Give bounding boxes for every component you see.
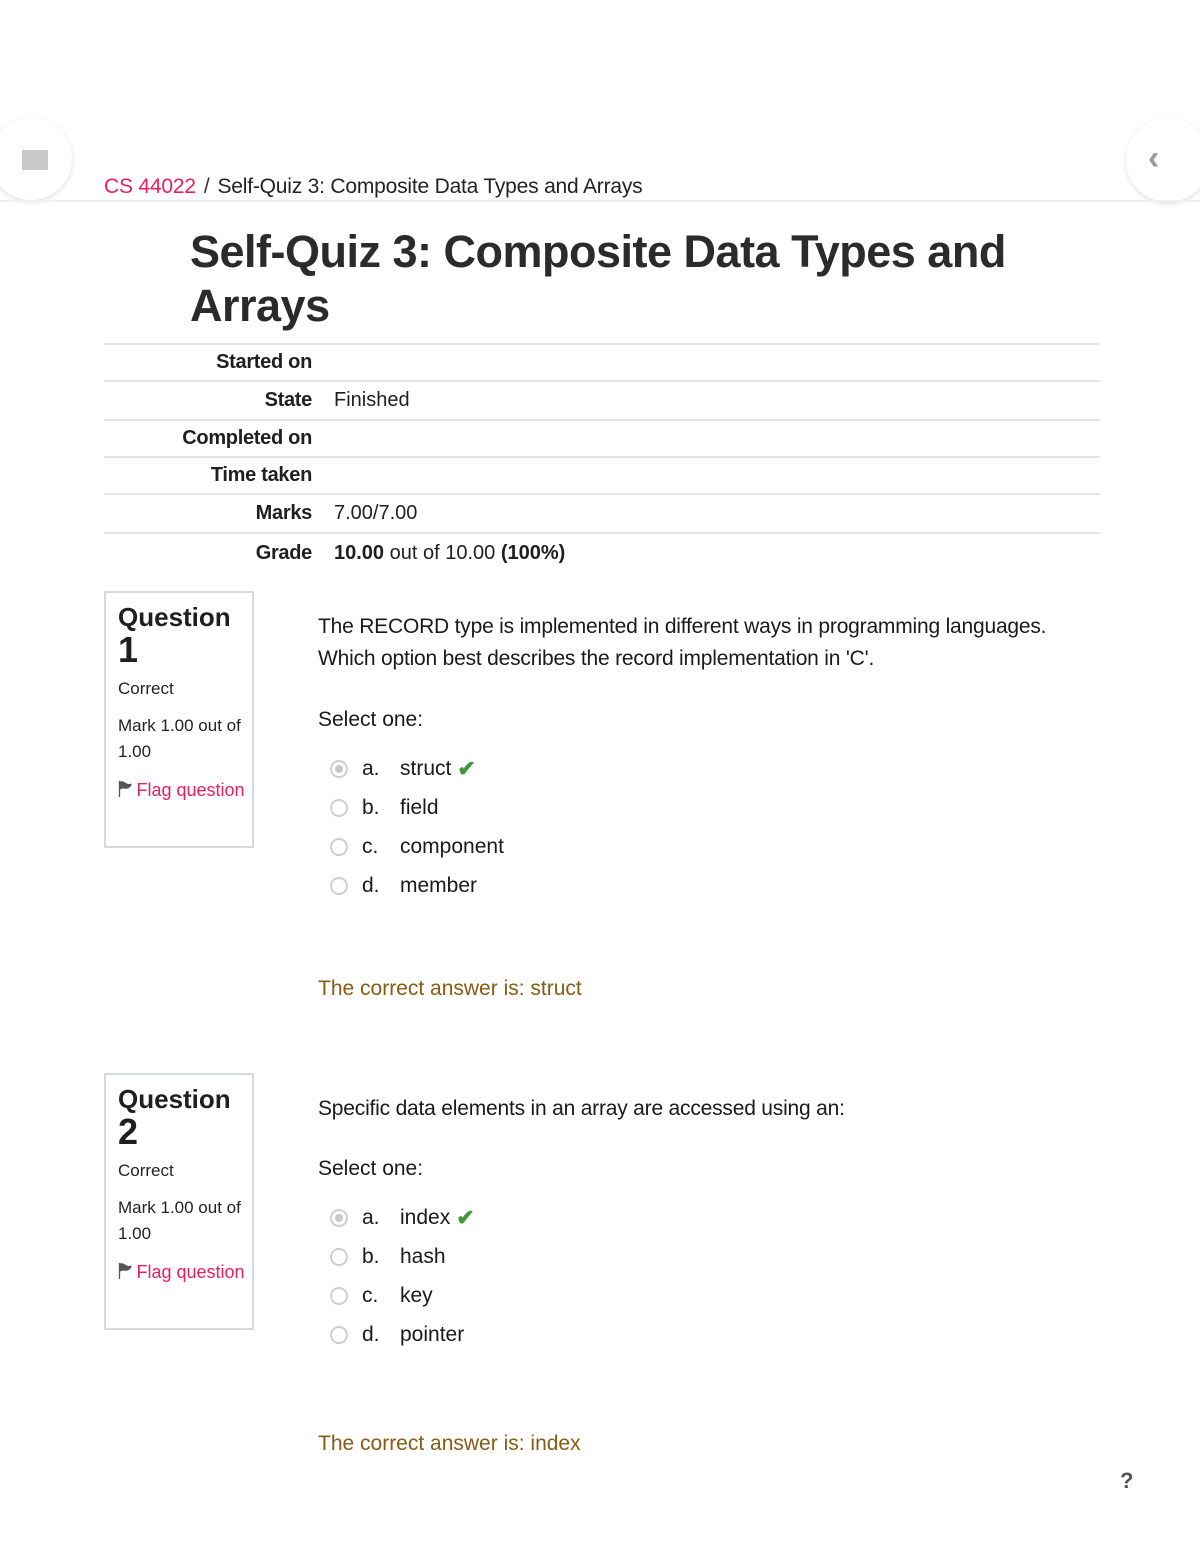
option-letter: b.	[362, 1244, 380, 1268]
radio-button[interactable]	[330, 877, 348, 895]
answer-option[interactable]	[330, 749, 504, 788]
nav-drawer-toggle[interactable]	[0, 118, 72, 200]
radio-button[interactable]	[330, 838, 348, 856]
answer-option[interactable]	[330, 1237, 475, 1276]
summary-row-completed	[104, 421, 1100, 458]
option-letter: c.	[362, 834, 379, 858]
answer-option[interactable]	[330, 1276, 475, 1315]
drawer-icon	[22, 150, 48, 170]
started-label: Started on	[216, 351, 312, 373]
marks-value: 7.00/7.00	[334, 502, 418, 524]
flag-question-label: Flag question	[136, 780, 245, 800]
question-number: 1	[118, 629, 139, 670]
summary-row-time	[104, 458, 1100, 495]
summary-row-state	[104, 382, 1100, 421]
flag-question-link[interactable]	[118, 1259, 252, 1285]
check-icon: ✔	[456, 1204, 475, 1230]
question-state: Correct	[118, 679, 174, 698]
flag-icon: 🏲	[118, 780, 133, 799]
question-1-answers	[330, 749, 504, 905]
grade-score: 10.00	[334, 541, 385, 564]
radio-button[interactable]	[330, 1326, 348, 1344]
summary-row-grade	[104, 534, 1100, 572]
breadcrumb-separator: /	[203, 175, 210, 198]
option-text: index	[400, 1205, 451, 1229]
flag-question-link[interactable]	[118, 777, 252, 803]
radio-button[interactable]	[330, 799, 348, 817]
summary-row-started	[104, 345, 1100, 382]
answer-option[interactable]	[330, 788, 504, 827]
marks-label: Marks	[255, 502, 312, 524]
answer-option[interactable]	[330, 866, 504, 905]
question-2-prompt: Select one:	[318, 1157, 424, 1180]
completed-label: Completed on	[182, 427, 312, 449]
state-value: Finished	[334, 389, 410, 411]
grade-percent: (100%)	[500, 541, 566, 564]
time-label: Time taken	[210, 464, 312, 486]
answer-option[interactable]	[330, 1198, 475, 1237]
summary-row-marks	[104, 495, 1100, 534]
flag-icon: 🏲	[118, 1262, 133, 1281]
question-number: 2	[118, 1111, 139, 1152]
check-icon: ✔	[457, 755, 476, 781]
grade-out-of: out of 10.00	[389, 541, 496, 564]
answer-option[interactable]	[330, 1315, 475, 1354]
answer-option[interactable]	[330, 827, 504, 866]
flag-question-label: Flag question	[136, 1262, 245, 1282]
question-1-text: The RECORD type is implemented in different ways in programming languages. Which option best describes the record implementation in 'C'.	[318, 615, 1047, 670]
option-text: hash	[400, 1244, 446, 1268]
option-text: pointer	[400, 1322, 465, 1346]
header-divider	[0, 200, 1200, 202]
radio-button-checked[interactable]	[330, 760, 348, 778]
breadcrumb	[104, 175, 642, 199]
question-1-right-answer: The correct answer is: struct	[318, 977, 582, 1000]
radio-button-checked[interactable]	[330, 1209, 348, 1227]
breadcrumb-current[interactable]: Self-Quiz 3: Composite Data Types and Arrays	[217, 175, 643, 198]
option-text: member	[400, 873, 478, 897]
question-2-answers	[330, 1198, 475, 1354]
radio-button[interactable]	[330, 1248, 348, 1266]
option-letter: b.	[362, 795, 380, 819]
grade-label: Grade	[255, 541, 312, 564]
question-1-prompt: Select one:	[318, 708, 424, 731]
state-label: State	[264, 389, 312, 411]
question-1-info	[104, 591, 254, 848]
question-label: Question	[118, 1084, 231, 1114]
page-title: Self-Quiz 3: Composite Data Types and Arrays	[190, 226, 1006, 331]
breadcrumb-course-link[interactable]: CS 44022	[104, 175, 196, 198]
block-drawer-toggle[interactable]	[1126, 118, 1200, 202]
option-text: struct	[400, 756, 452, 780]
question-state: Correct	[118, 1161, 174, 1180]
question-2-text: Specific data elements in an array are accessed using an:	[318, 1097, 845, 1120]
option-text: key	[400, 1283, 433, 1307]
option-letter: a.	[362, 756, 380, 780]
attempt-summary-table	[104, 343, 1100, 572]
option-text: component	[400, 834, 504, 858]
option-letter: d.	[362, 1322, 380, 1346]
option-letter: a.	[362, 1205, 380, 1229]
grade-value	[312, 542, 565, 565]
help-icon[interactable]: ?	[1120, 1468, 1134, 1493]
question-mark: Mark 1.00 out of 1.00	[118, 716, 241, 761]
option-letter: d.	[362, 873, 380, 897]
chevron-left-icon: ‹	[1148, 139, 1160, 177]
option-text: field	[400, 795, 439, 819]
question-mark: Mark 1.00 out of 1.00	[118, 1198, 241, 1243]
question-2-info	[104, 1073, 254, 1330]
radio-button[interactable]	[330, 1287, 348, 1305]
question-2-right-answer: The correct answer is: index	[318, 1432, 581, 1455]
question-label: Question	[118, 602, 231, 632]
option-letter: c.	[362, 1283, 379, 1307]
